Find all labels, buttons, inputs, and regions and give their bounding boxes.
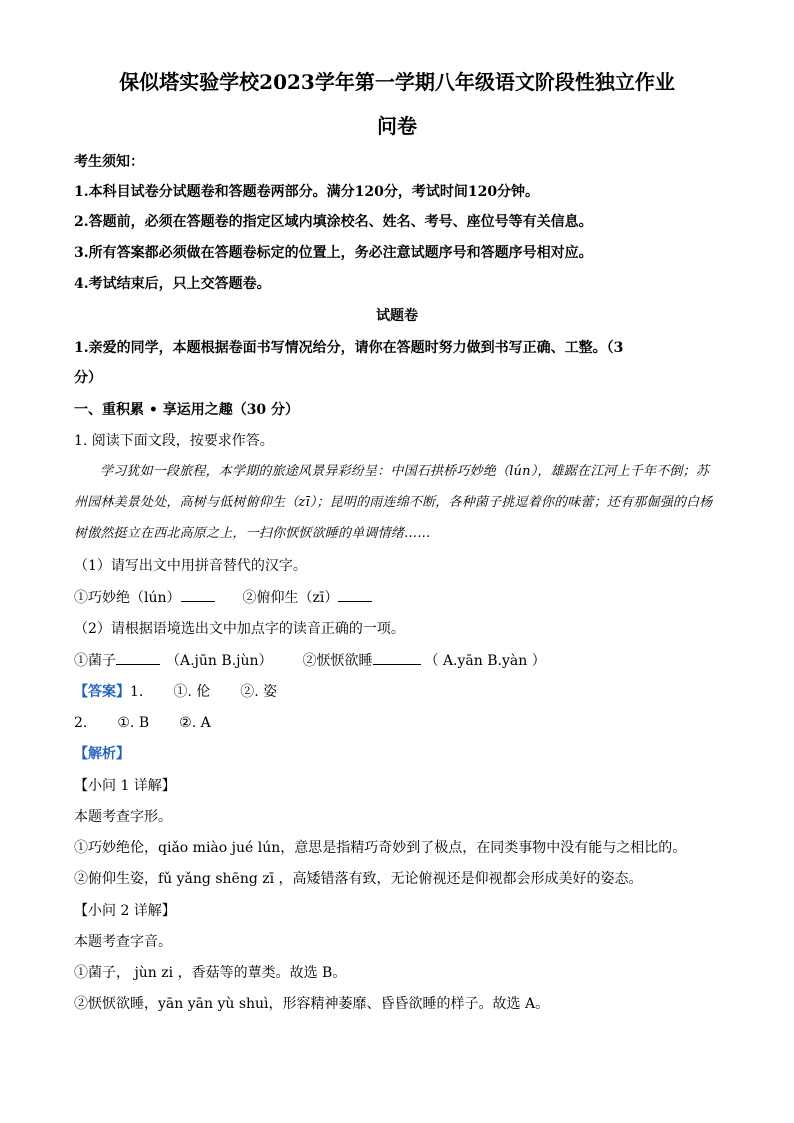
- answer-row-2: [74, 713, 734, 733]
- question-intro: 1. 阅读下面文段，按要求作答。: [74, 433, 274, 449]
- answer-row-2-b: . A: [191, 715, 211, 731]
- reading-passage: 学习犹如一段旅程，本学期的旅途风景异彩纷呈：中国石拱桥巧妙绝（lún），雄踞在江河上千年不倒；苏州园林美景处处，高树与低树俯仰生（zī）；昆明的雨连绵不断，各种菌子挑逗着你的味蕾；还有那倔强的白杨树傲然挺立在西北高原之上，一扫你恹恹欲睡的单调情绪……: [74, 464, 713, 541]
- answer-row-1-b-number: ②: [240, 684, 255, 700]
- analysis-sub-2-intro: 本题考查字音。: [74, 934, 172, 950]
- question-1-line-1: 1.亲爱的同学，本题根据卷面书写情况给分，请你在答题时努力做到书写正确、工整。（3: [74, 340, 624, 356]
- question-1-line-2: 分）: [74, 370, 102, 386]
- sub-question-2-item-1: ①菌子: [74, 653, 116, 669]
- sub-question-2-item-2-options: （ A.yān B.yàn ）: [424, 653, 546, 669]
- answer-row-1: [74, 682, 734, 702]
- answer-blank[interactable]: [373, 650, 421, 665]
- sub-question-2-prompt: （2）请根据语境选出文中加点字的读音正确的一项。: [74, 621, 405, 637]
- answer-row-2-a: . B: [129, 715, 150, 731]
- notice-item-1: 1.本科目试卷分试题卷和答题卷两部分。满分120分，考试时间120分钟。: [74, 184, 540, 200]
- answer-row-1-a: . 伦: [187, 684, 211, 700]
- answer-blank[interactable]: [116, 650, 160, 665]
- analysis-sub-1-item-1: ①巧妙绝伦，qiǎo miào jué lún，意思是指精巧奇妙到了极点，在同类事物中没有能与之相比的。: [74, 840, 687, 856]
- analysis-label: 【解析】: [74, 746, 130, 762]
- answer-blank[interactable]: [338, 587, 372, 602]
- analysis-sub-2-heading: 【小问 2 详解】: [74, 903, 176, 919]
- notice-item-4: 4.考试结束后，只上交答题卷。: [74, 276, 271, 292]
- answer-row-1-a-number: ①: [173, 684, 188, 700]
- sub-question-2-item-2: ②恹恹欲睡: [302, 653, 373, 669]
- notice-heading: 考生须知：: [74, 154, 144, 170]
- analysis-sub-2-item-2: ②恹恹欲睡，yān yān yù shuì，形容精神萎靡、昏昏欲睡的样子。故选 A。: [74, 996, 550, 1012]
- answer-row-1-number: 1.: [130, 684, 144, 700]
- answer-row-2-b-number: ②: [179, 715, 192, 731]
- answer-row-2-a-number: ①: [117, 715, 130, 731]
- answer-row-2-number: 2.: [74, 715, 88, 731]
- part-1-heading: 一、重积累 • 享运用之趣（30 分）: [74, 402, 300, 418]
- sub-question-1-item-1: ①巧妙绝（lún）: [74, 590, 181, 606]
- answer-label: 【答案】: [74, 684, 130, 700]
- notice-item-3: 3.所有答案都必须做在答题卷标定的位置上，务必注意试题序号和答题序号相对应。: [74, 245, 593, 261]
- section-title: 试题卷: [376, 308, 418, 324]
- sub-question-1-prompt: （1）请写出文中用拼音替代的汉字。: [74, 558, 307, 574]
- document-subtitle: 问卷: [377, 114, 417, 138]
- answer-blank[interactable]: [181, 587, 215, 602]
- analysis-sub-1-intro: 本题考查字形。: [74, 809, 172, 825]
- sub-question-2-items: [74, 650, 734, 671]
- analysis-sub-1-item-2: ②俯仰生姿，fǔ yǎng shēng zī ，高矮错落有致，无论俯视还是仰视都会形成美好的姿态。: [74, 871, 643, 887]
- sub-question-1-item-2: ②俯仰生（zī）: [242, 590, 339, 606]
- sub-question-1-items: [74, 587, 734, 608]
- answer-row-1-b: . 姿: [254, 684, 278, 700]
- sub-question-2-item-1-options: （A.jūn B.jùn）: [166, 653, 273, 669]
- analysis-sub-1-heading: 【小问 1 详解】: [74, 778, 176, 794]
- notice-item-2: 2.答题前，必须在答题卷的指定区域内填涂校名、姓名、考号、座位号等有关信息。: [74, 214, 593, 230]
- analysis-sub-2-item-1: ①菌子， jùn zi ，香菇等的蕈类。故选 B。: [74, 965, 347, 981]
- document-title: 保似塔实验学校2023学年第一学期八年级语文阶段性独立作业: [119, 70, 675, 94]
